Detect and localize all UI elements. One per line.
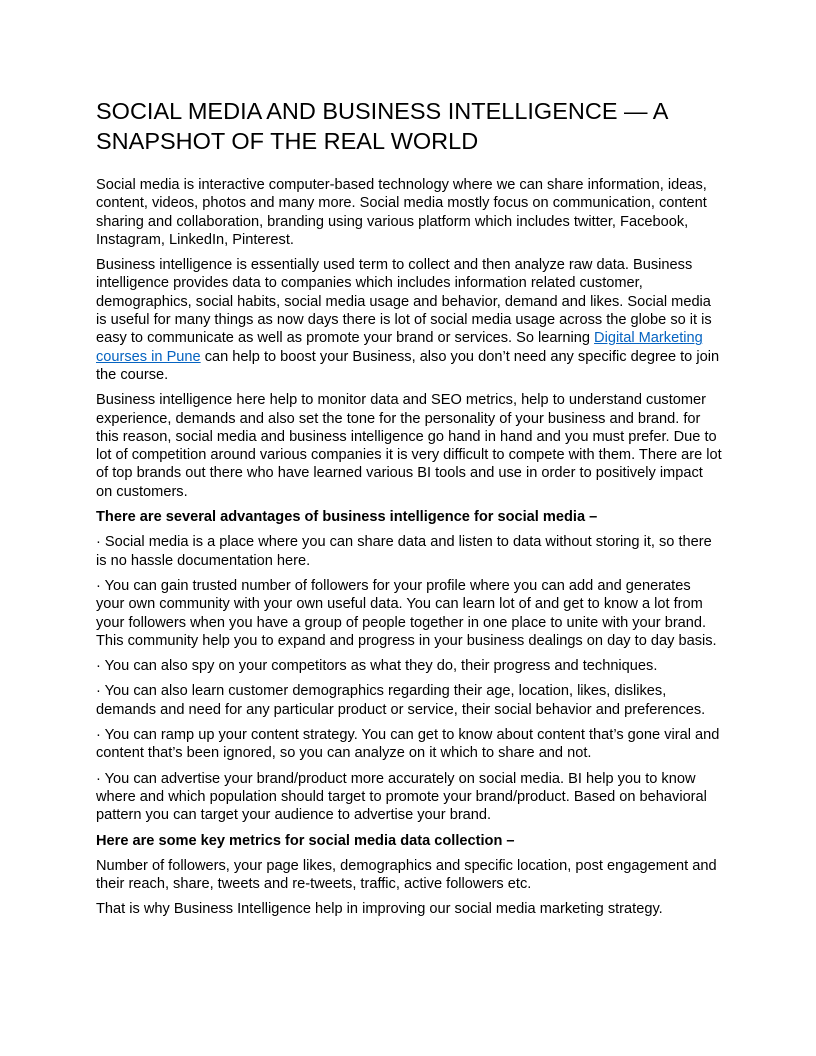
conclusion-paragraph: That is why Business Intelligence help in improving our social media marketing strategy. (96, 901, 663, 918)
page-title: SOCIAL MEDIA AND BUSINESS INTELLIGENCE — A SNAPSHOT OF THE REAL WORLD (96, 98, 668, 154)
advantage-item: · You can also spy on your competitors as what they do, their progress and techniques. (96, 658, 658, 675)
advantage-item: · You can ramp up your content strategy. You can get to know about content that’s gone viral and content that’s been ignored, so you can analyze on it which to share and not. (96, 727, 720, 762)
bi-paragraph-text-after: can help to boost your Business, also you don’t need any specific degree to join the course. (96, 348, 720, 383)
business-intelligence-paragraph (96, 256, 722, 384)
advantage-item: · You can gain trusted number of followers for your profile where you can add and generates your own community with your own useful data. You can learn lot of and get to know a lot from your followers when you have a group of people together in one place to unite with your brand. This community help you to expand and progress in your business dealings on day to day basis. (96, 577, 717, 649)
bi-paragraph-text-before: Business intelligence is essentially used term to collect and then analyze raw data. Business intelligence provides data to companies which includes information related customer, demographics, social habits, social media usage and behavior, demand and likes. Social media is useful for many things as now days there is lot of social media usage across the globe so it is easy to communicate as well as promote your brand or services. So learning (96, 257, 712, 347)
seo-metrics-paragraph: Business intelligence here help to monitor data and SEO metrics, help to understand customer experience, demands and also set the tone for the personality of your business and brand. for this reason, social media and business intelligence go hand in hand and you must prefer. Due to lot of competition around various companies it is very difficult to compete with them. There are lot of top brands out there who have learned various BI tools and use in order to positively impact on customers. (96, 392, 722, 500)
advantage-item: · You can advertise your brand/product more accurately on social media. BI help you to know where and which population should target to promote your brand/product. Based on behavioral pattern you can target your audience to advertise your brand. (96, 770, 707, 824)
metrics-heading: Here are some key metrics for social media data collection – (96, 832, 515, 849)
advantages-heading: There are several advantages of business intelligence for social media – (96, 509, 598, 526)
document-page (96, 96, 722, 926)
advantage-item: · You can also learn customer demographics regarding their age, location, likes, dislikes, demands and need for any particular product or service, their social behavior and preferences. (96, 683, 706, 718)
intro-paragraph: Social media is interactive computer-based technology where we can share information, ideas, content, videos, photos and many more. Social media mostly focus on communication, content sharing and collaboration, branding using various platform which includes twitter, Facebook, Instagram, LinkedIn, Pinterest. (96, 177, 707, 248)
advantage-item: · Social media is a place where you can share data and listen to data without storing it, so there is no hassle documentation here. (96, 534, 712, 569)
metrics-paragraph: Number of followers, your page likes, demographics and specific location, post engagement and their reach, share, tweets and re-tweets, traffic, active followers etc. (96, 857, 717, 893)
digital-marketing-courses-link[interactable]: Digital Marketing courses in Pune (96, 330, 703, 365)
